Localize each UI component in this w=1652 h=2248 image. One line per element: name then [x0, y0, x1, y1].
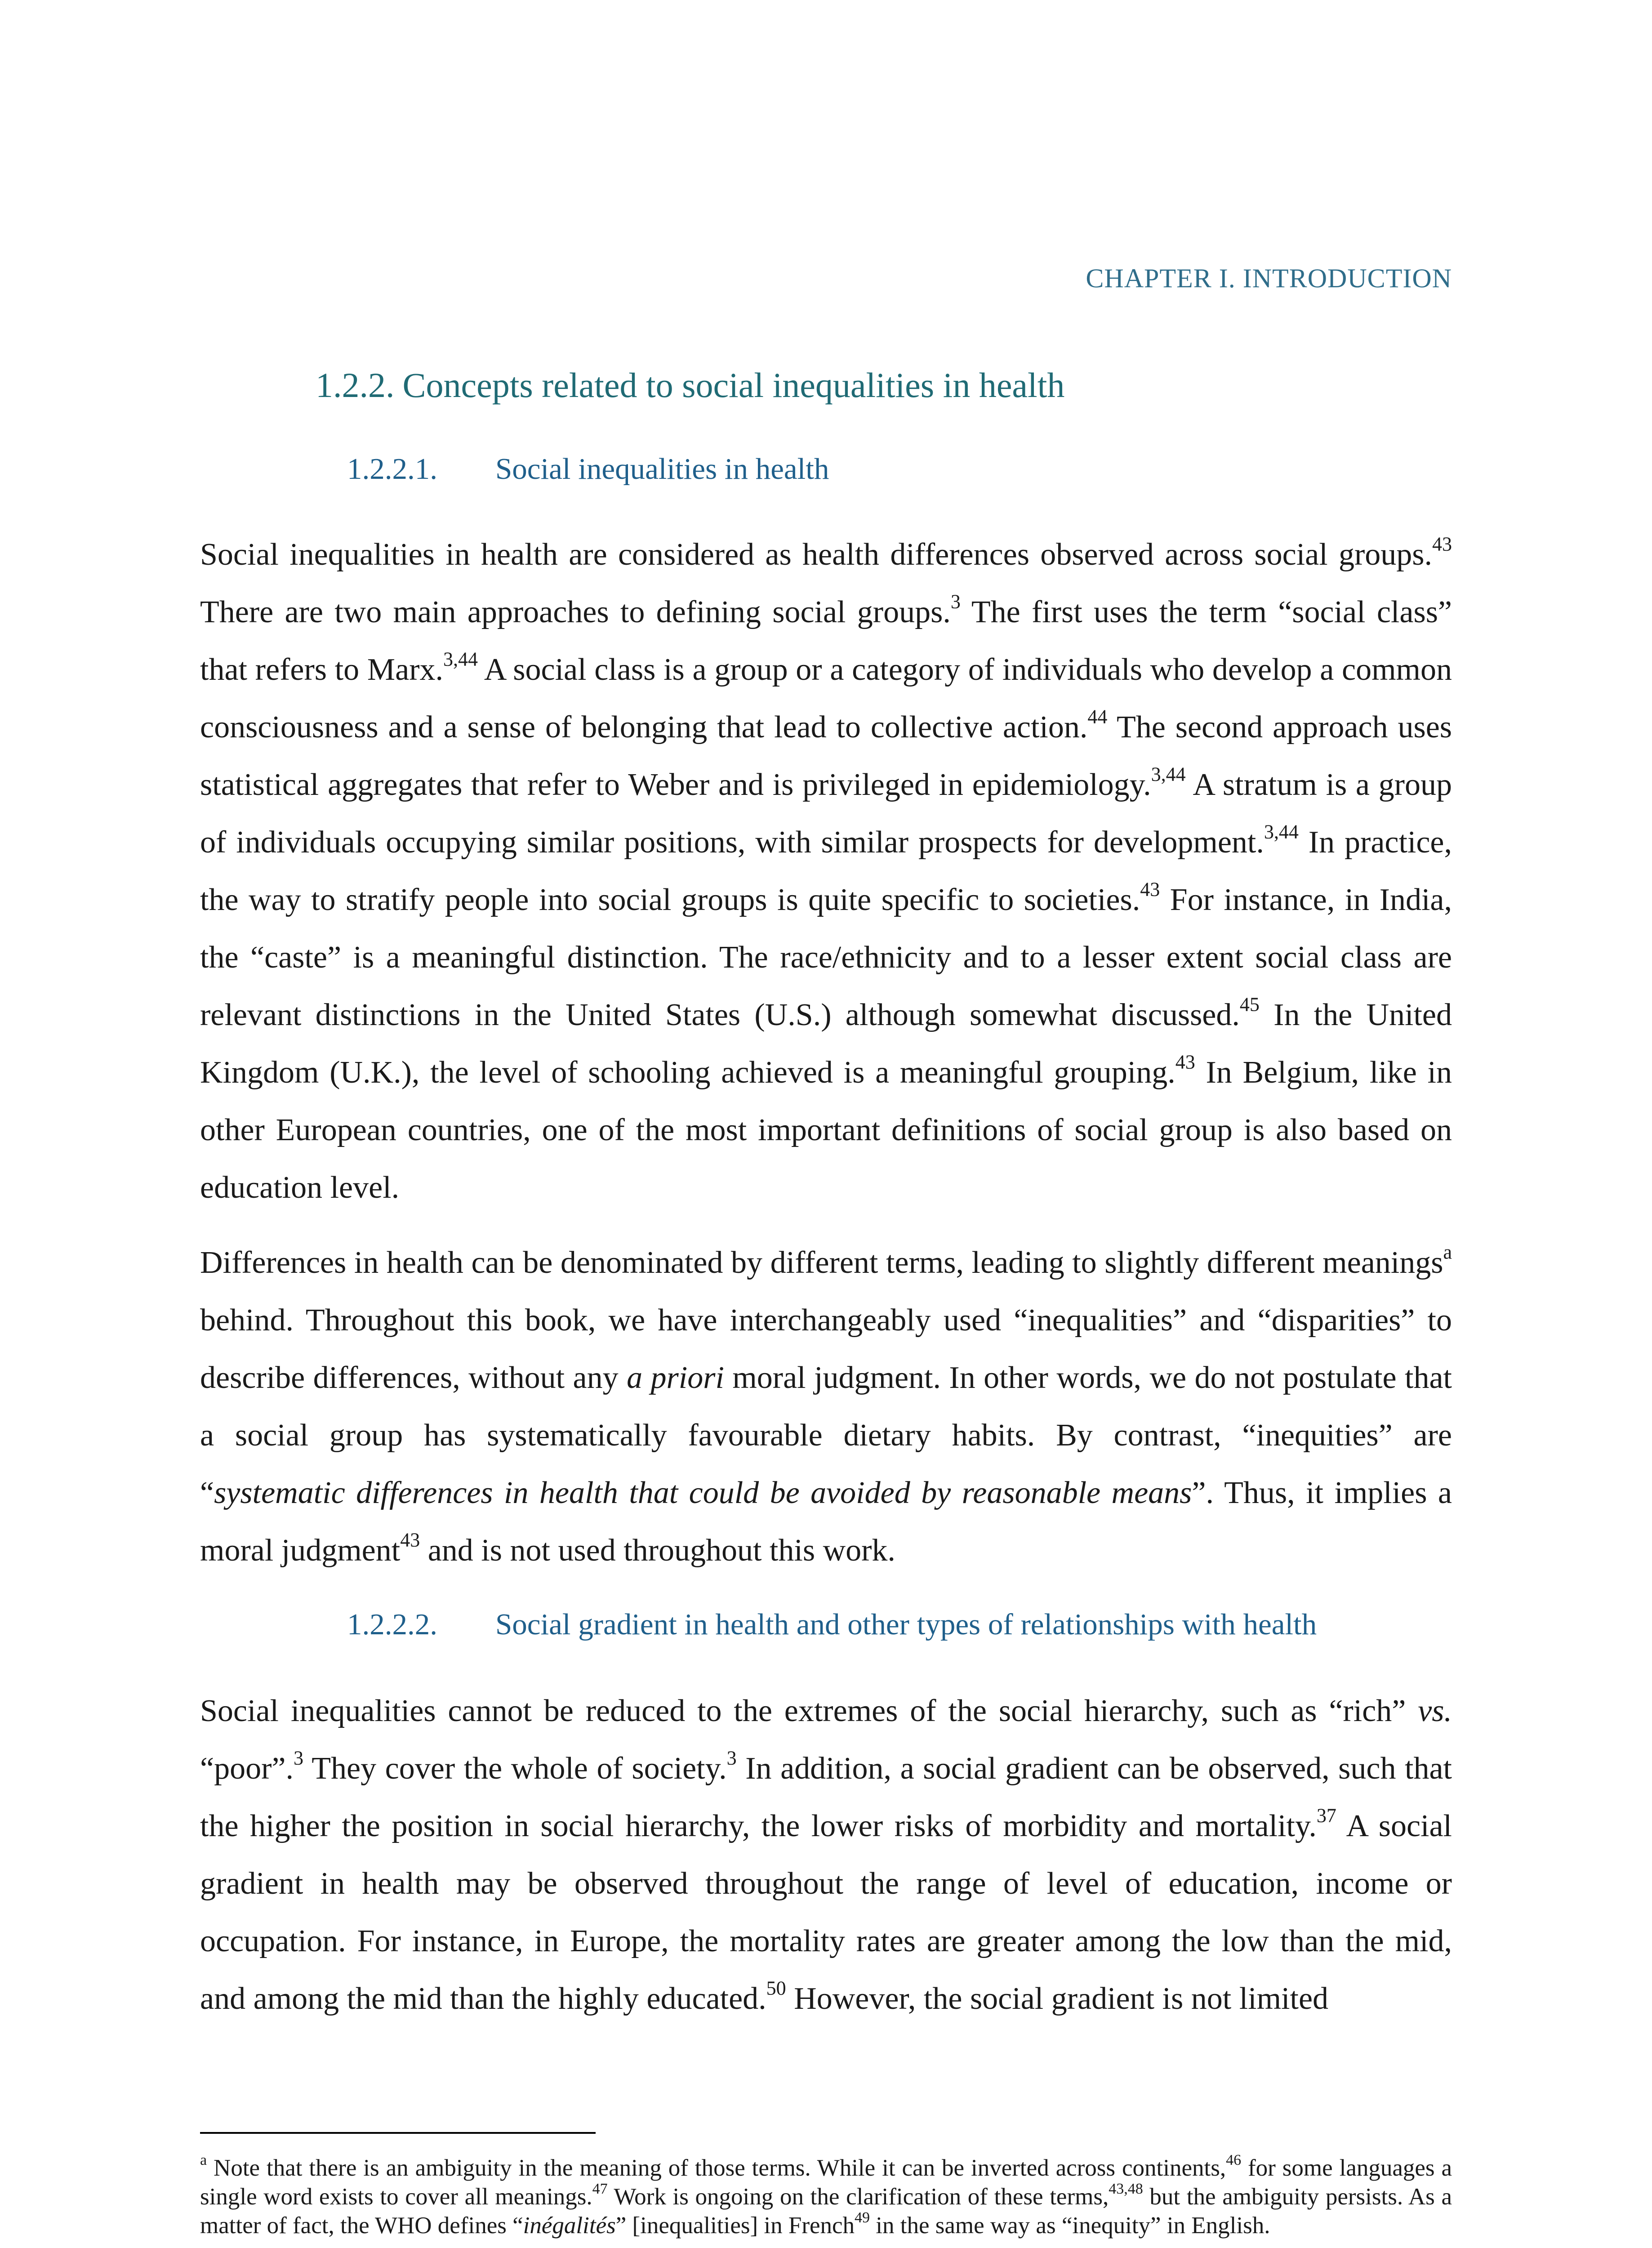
citation-superscript: 3 [726, 1747, 737, 1769]
citation-superscript: a [200, 2152, 207, 2169]
citation-superscript: 43,48 [1109, 2181, 1143, 2198]
subsection-number: 1.2.2.2. [347, 1608, 437, 1641]
subsection-heading-2 [347, 1607, 1317, 1642]
citation-superscript: 49 [855, 2209, 870, 2226]
section-number: 1.2.2. [316, 366, 395, 405]
paragraph-social-gradient: Social inequalities cannot be reduced to the extremes of the social hierarchy, such as “rich” vs. “poor”.$^3$ They cover the whole of society.$^3$ In addition, a social gradient can be observed, such that the higher the position in social hierarchy, the lower risks of morbidity and mortality.$^{37}$ A social gradient in health may be observed throughout the range of level of education, income or occupation. For instance, in Europe, the mortality rates are greater among the low than the mid, and among the mid than the highly educated.$^{50}$ However, the social gradient is not limited [200, 1694, 1452, 2016]
running-head: CHAPTER I. INTRODUCTION [1086, 263, 1452, 293]
citation-superscript: 3,44 [1151, 763, 1186, 785]
citation-superscript: 3,44 [1264, 821, 1299, 843]
italic-text: inégalités [523, 2212, 616, 2239]
italic-text: vs. [1418, 1694, 1452, 1728]
paragraph-social-groups: Social inequalities in health are considered as health differences observed across social groups.$^{43}$ There are two main approaches to defining social groups.$^3$ The first uses the term “social class” that refers to Marx.$^{3,44}$ A social class is a group or a category of individuals who develop a common consciousness and a sense of belonging that lead to collective action.$^{44}$ The second approach uses statistical aggregates that refer to Weber and is privileged in epidemiology.$^{3,44}$ A stratum is a group of individuals occupying similar positions, with similar prospects for development.$^{3,44}$ In practice, the way to stratify people into social groups is quite specific to societies.$^{43}$ For instance, in India, the “caste” is a meaningful distinction. The race/ethnicity and to a lesser extent social class are relevant distinctions in the United States (U.S.) although somewhat discussed.$^{45}$ In the United Kingdom (U.K.), the level of schooling achieved is a meaningful grouping.$^{43}$ In Belgium, like in other European countries, one of the most important definitions of social group is also based on education level. [200, 533, 1452, 1205]
section-title: Concepts related to social inequalities in health [402, 366, 1065, 405]
citation-superscript: 3,44 [443, 648, 478, 670]
citation-superscript: 50 [766, 1977, 786, 1999]
citation-superscript: 44 [1087, 705, 1108, 728]
citation-superscript: 43 [1140, 878, 1160, 901]
subsection-heading-1 [347, 452, 829, 486]
citation-superscript: 46 [1226, 2152, 1242, 2169]
citation-superscript: 37 [1316, 1804, 1336, 1827]
citation-superscript: 43 [1175, 1051, 1195, 1073]
citation-superscript: 43 [400, 1529, 420, 1551]
citation-superscript: 3 [950, 590, 961, 613]
footnote-a: $^a$ Note that there is an ambiguity in the meaning of those terms. While it can be inverted across continents,$^{46}$ for some languages a single word exists to cover all meanings.$^{47}$ Work is ongoing on the clarification of these terms,$^{43,48}$ but the ambiguity persists. As a matter of fact, the WHO defines “inégalités” [inequalities] in French$^{49}$ in the same way as “inequity” in English. [200, 2152, 1452, 2239]
citation-superscript: 43 [1432, 533, 1452, 555]
citation-superscript: 3 [293, 1747, 303, 1769]
section-heading [316, 365, 1064, 406]
citation-superscript: 45 [1239, 993, 1260, 1016]
subsection-title: Social gradient in health and other types of relationships with health [495, 1608, 1317, 1641]
footnote-separator [200, 2132, 596, 2134]
italic-text: systematic differences in health that could be avoided by reasonable means [214, 1476, 1192, 1510]
paragraph-terminology: Differences in health can be denominated by different terms, leading to slightly different meanings$^a$ behind. Throughout this book, we have interchangeably used “inequalities” and “disparities” to describe differences, without any a priori moral judgment. In other words, we do not postulate that a social group has systematically favourable dietary habits. By contrast, “inequities” are “systematic differences in health that could be avoided by reasonable means”. Thus, it implies a moral judgment$^{43}$ and is not used throughout this work. [200, 1241, 1452, 1568]
citation-superscript: a [1443, 1241, 1452, 1263]
italic-text: a priori [627, 1360, 724, 1395]
subsection-number: 1.2.2.1. [347, 452, 437, 486]
subsection-title: Social inequalities in health [495, 452, 829, 486]
citation-superscript: 47 [592, 2181, 608, 2198]
